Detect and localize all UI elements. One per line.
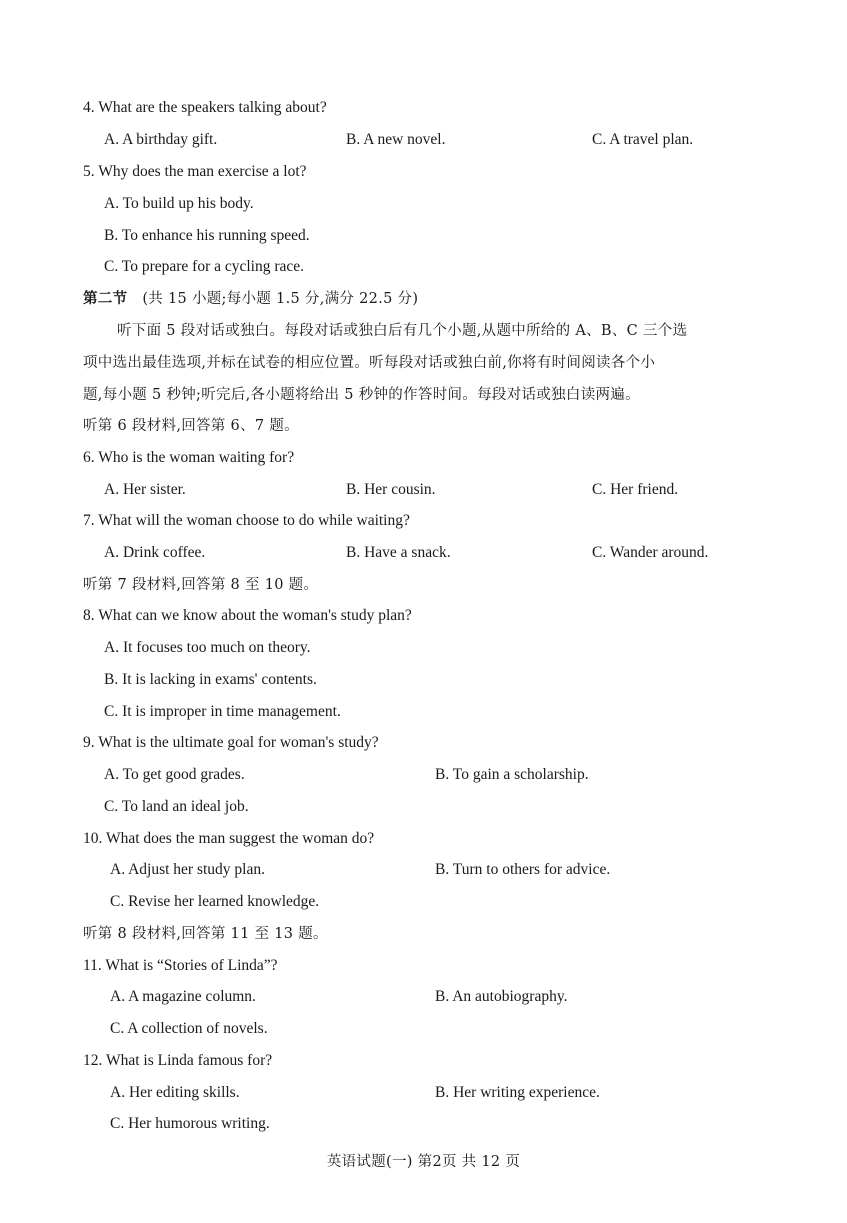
question-7-option-a[interactable]: A. Drink coffee. (104, 544, 206, 561)
question-9-option-c[interactable]: C. To land an ideal job. (104, 798, 249, 815)
question-9-stem: 9. What is the ultimate goal for woman's study? (83, 734, 379, 751)
question-4-stem: 4. What are the speakers talking about? (83, 99, 327, 116)
page-footer: 英语试题(一) 第2页 共 12 页 (326, 1154, 521, 1170)
question-8-option-c[interactable]: C. It is improper in time management. (104, 703, 341, 720)
section-instructions-line-1: 听下面 5 段对话或独白。每段对话或独白后有几个小题,从题中所给的 A、B、C 三个选 (117, 323, 688, 339)
question-8-option-b[interactable]: B. It is lacking in exams' contents. (104, 671, 317, 688)
question-12-stem: 12. What is Linda famous for? (83, 1052, 273, 1069)
question-5-option-c[interactable]: C. To prepare for a cycling race. (104, 258, 305, 275)
question-5-stem: 5. Why does the man exercise a lot? (83, 163, 307, 180)
question-10-option-a[interactable]: A. Adjust her study plan. (110, 861, 265, 878)
question-6-option-a[interactable]: A. Her sister. (104, 481, 186, 498)
question-7-stem: 7. What will the woman choose to do while waiting? (83, 512, 410, 529)
question-10-stem: 10. What does the man suggest the woman do? (83, 830, 375, 847)
question-9-option-a[interactable]: A. To get good grades. (104, 766, 245, 783)
question-7-option-b[interactable]: B. Have a snack. (346, 544, 451, 561)
question-5-option-b[interactable]: B. To enhance his running speed. (104, 227, 310, 244)
question-6-option-c[interactable]: C. Her friend. (592, 481, 679, 498)
section-instructions-line-2: 项中选出最佳选项,并标在试卷的相应位置。听每段对话或独白前,你将有时间阅读各个小 (83, 355, 656, 371)
question-12-option-a[interactable]: A. Her editing skills. (110, 1084, 240, 1101)
passage-7-instruction: 听第 7 段材料,回答第 8 至 10 题。 (83, 577, 319, 593)
passage-8-instruction: 听第 8 段材料,回答第 11 至 13 题。 (83, 926, 328, 942)
question-4-option-b[interactable]: B. A new novel. (346, 131, 446, 148)
question-12-option-b[interactable]: B. Her writing experience. (435, 1084, 600, 1101)
section-instructions-line-3: 题,每小题 5 秒钟;听完后,各小题将给出 5 秒钟的作答时间。每段对话或独白读两遍。 (83, 387, 640, 403)
question-11-option-c[interactable]: C. A collection of novels. (110, 1020, 268, 1037)
question-10-option-b[interactable]: B. Turn to others for advice. (435, 861, 611, 878)
question-6-stem: 6. Who is the woman waiting for? (83, 449, 295, 466)
question-6-option-b[interactable]: B. Her cousin. (346, 481, 436, 498)
question-5-option-a[interactable]: A. To build up his body. (104, 195, 254, 212)
passage-6-instruction: 听第 6 段材料,回答第 6、7 题。 (83, 418, 299, 434)
section-heading (83, 289, 418, 309)
section-scoring-note: (共 15 小题;每小题 1.5 分,满分 22.5 分) (142, 291, 419, 307)
question-4-option-c[interactable]: C. A travel plan. (592, 131, 694, 148)
question-8-stem: 8. What can we know about the woman's study plan? (83, 607, 412, 624)
question-12-option-c[interactable]: C. Her humorous writing. (110, 1115, 270, 1132)
question-7-option-c[interactable]: C. Wander around. (592, 544, 709, 561)
question-8-option-a[interactable]: A. It focuses too much on theory. (104, 639, 311, 656)
question-11-stem: 11. What is “Stories of Linda”? (83, 957, 278, 974)
question-11-option-b[interactable]: B. An autobiography. (435, 988, 568, 1005)
question-11-option-a[interactable]: A. A magazine column. (110, 988, 256, 1005)
question-10-option-c[interactable]: C. Revise her learned knowledge. (110, 893, 320, 910)
question-9-option-b[interactable]: B. To gain a scholarship. (435, 766, 589, 783)
question-4-option-a[interactable]: A. A birthday gift. (104, 131, 218, 148)
section-title: 第二节 (83, 290, 128, 307)
